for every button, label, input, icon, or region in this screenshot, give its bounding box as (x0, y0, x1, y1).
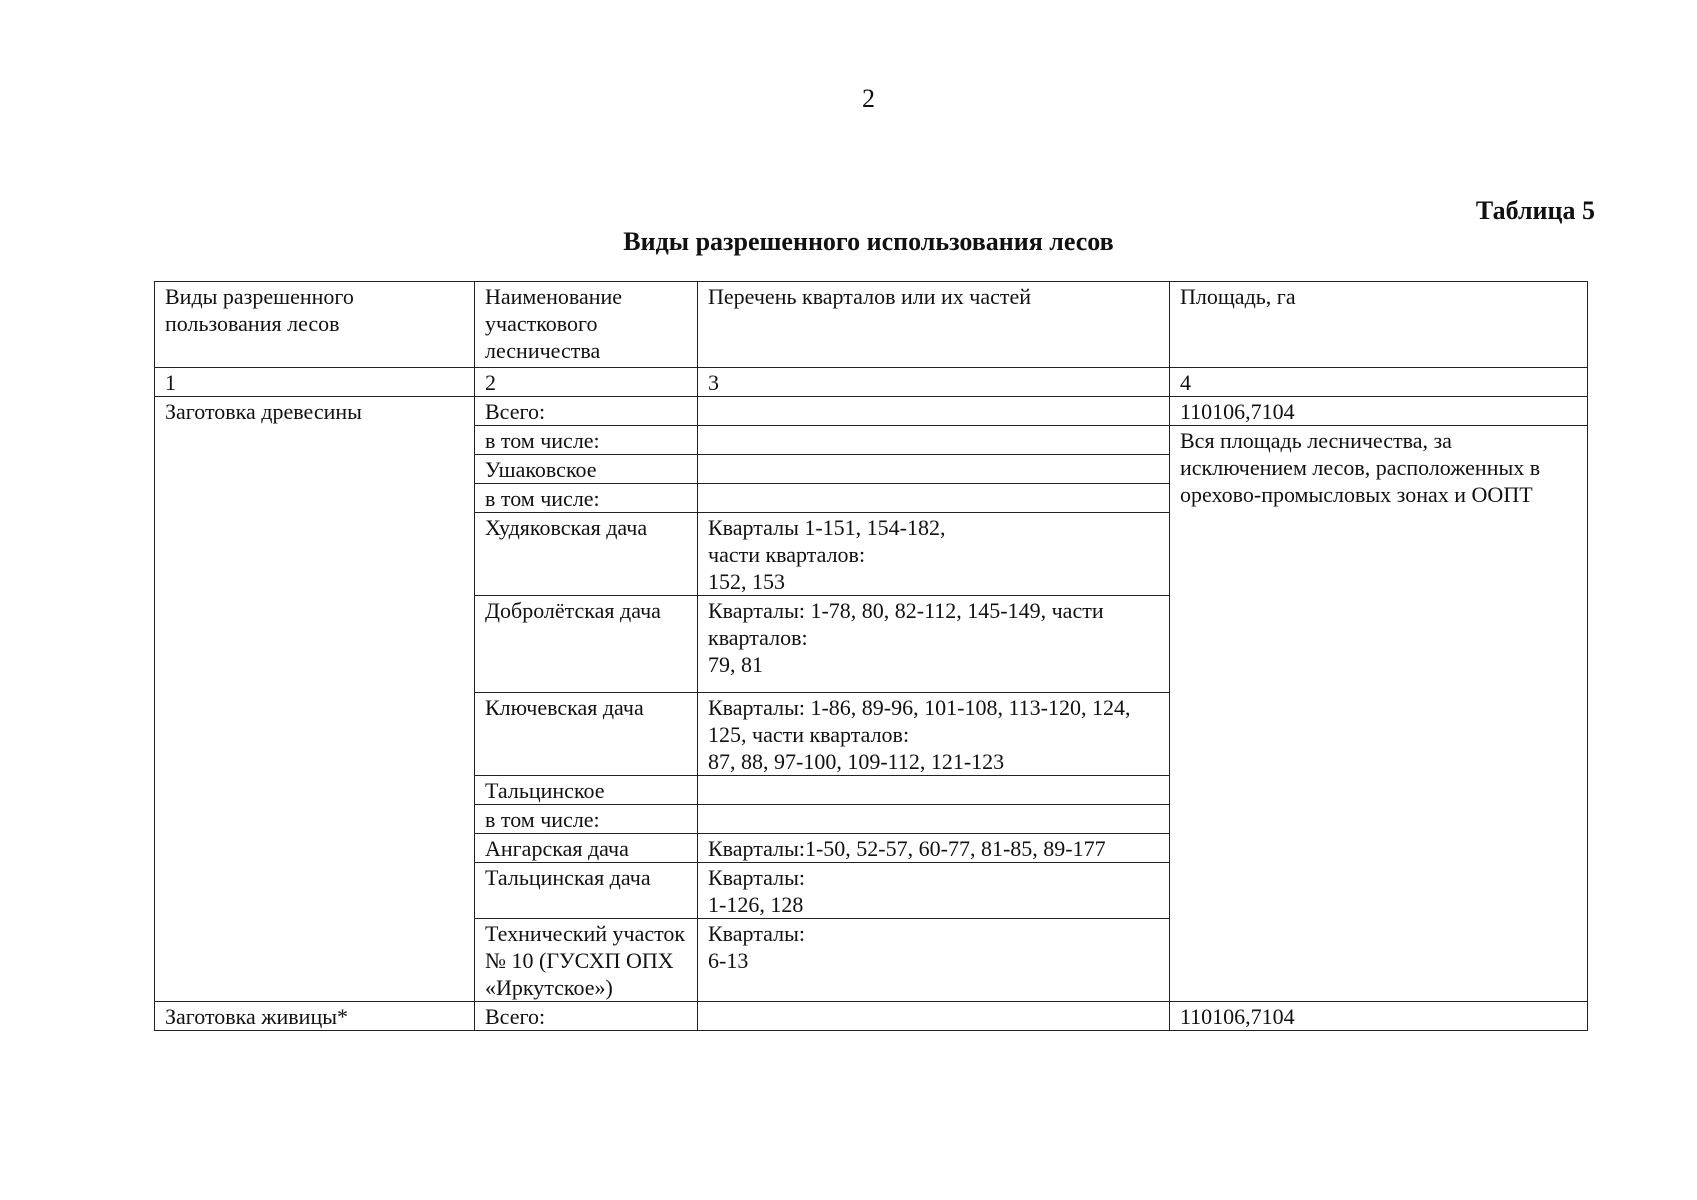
forestry-name-cell: в том числе: (475, 426, 698, 455)
forestry-name-cell: Всего: (475, 1002, 698, 1031)
quarters-cell: Кварталы: 6-13 (698, 919, 1170, 1002)
use-type-cell: Заготовка живицы* (155, 1002, 475, 1031)
column-number: 1 (155, 368, 475, 397)
area-cell: 110106,7104 (1170, 397, 1588, 426)
table-row (155, 397, 1588, 426)
column-number: 2 (475, 368, 698, 397)
forestry-name-cell: Добролётская дача (475, 596, 698, 693)
document-title: Виды разрешенного использования лесов (623, 227, 1114, 256)
page-number: 2 (862, 84, 875, 113)
column-number: 4 (1170, 368, 1588, 397)
header-use-type: Виды разрешенного пользования лесов (155, 282, 475, 368)
quarters-cell (698, 397, 1170, 426)
area-cell: 110106,7104 (1170, 1002, 1588, 1031)
forestry-name-cell: Худяковская дача (475, 513, 698, 596)
quarters-cell: Кварталы 1-151, 154-182, части кварталов: 152, 153 (698, 513, 1170, 596)
forestry-name-cell: Технический участок № 10 (ГУСХП ОПХ «Иркутское») (475, 919, 698, 1002)
quarters-cell (698, 776, 1170, 805)
forestry-name-cell: Тальцинская дача (475, 863, 698, 919)
quarters-cell (698, 805, 1170, 834)
header-quarters-list: Перечень кварталов или их частей (698, 282, 1170, 368)
quarters-cell: Кварталы: 1-86, 89-96, 101-108, 113-120, 124, 125, части кварталов: 87, 88, 97-100, 109-112, 121-123 (698, 693, 1170, 776)
quarters-cell: Кварталы: 1-78, 80, 82-112, 145-149, части кварталов: 79, 81 (698, 596, 1170, 693)
forestry-name-cell: Ключевская дача (475, 693, 698, 776)
column-number-row (155, 368, 1588, 397)
use-type-cell: Заготовка древесины (155, 397, 475, 1002)
forestry-name-cell: Тальцинское (475, 776, 698, 805)
forest-use-table (154, 281, 1588, 1031)
column-number: 3 (698, 368, 1170, 397)
area-note-cell: Вся площадь лесничества, за исключением лесов, расположенных в орехово-промысловых зонах и ООПТ (1170, 426, 1588, 1002)
quarters-cell: Кварталы: 1-126, 128 (698, 863, 1170, 919)
header-forestry-name: Наименование участкового лесничества (475, 282, 698, 368)
header-area: Площадь, га (1170, 282, 1588, 368)
forestry-name-cell: Ушаковское (475, 455, 698, 484)
quarters-cell: Кварталы:1-50, 52-57, 60-77, 81-85, 89-177 (698, 834, 1170, 863)
forestry-name-cell: Всего: (475, 397, 698, 426)
table-row (155, 1002, 1588, 1031)
quarters-cell (698, 484, 1170, 513)
quarters-cell (698, 455, 1170, 484)
quarters-cell (698, 426, 1170, 455)
table-caption: Таблица 5 (1475, 196, 1595, 225)
quarters-cell (698, 1002, 1170, 1031)
forestry-name-cell: в том числе: (475, 805, 698, 834)
forestry-name-cell: Ангарская дача (475, 834, 698, 863)
table-header-row (155, 282, 1588, 368)
forestry-name-cell: в том числе: (475, 484, 698, 513)
